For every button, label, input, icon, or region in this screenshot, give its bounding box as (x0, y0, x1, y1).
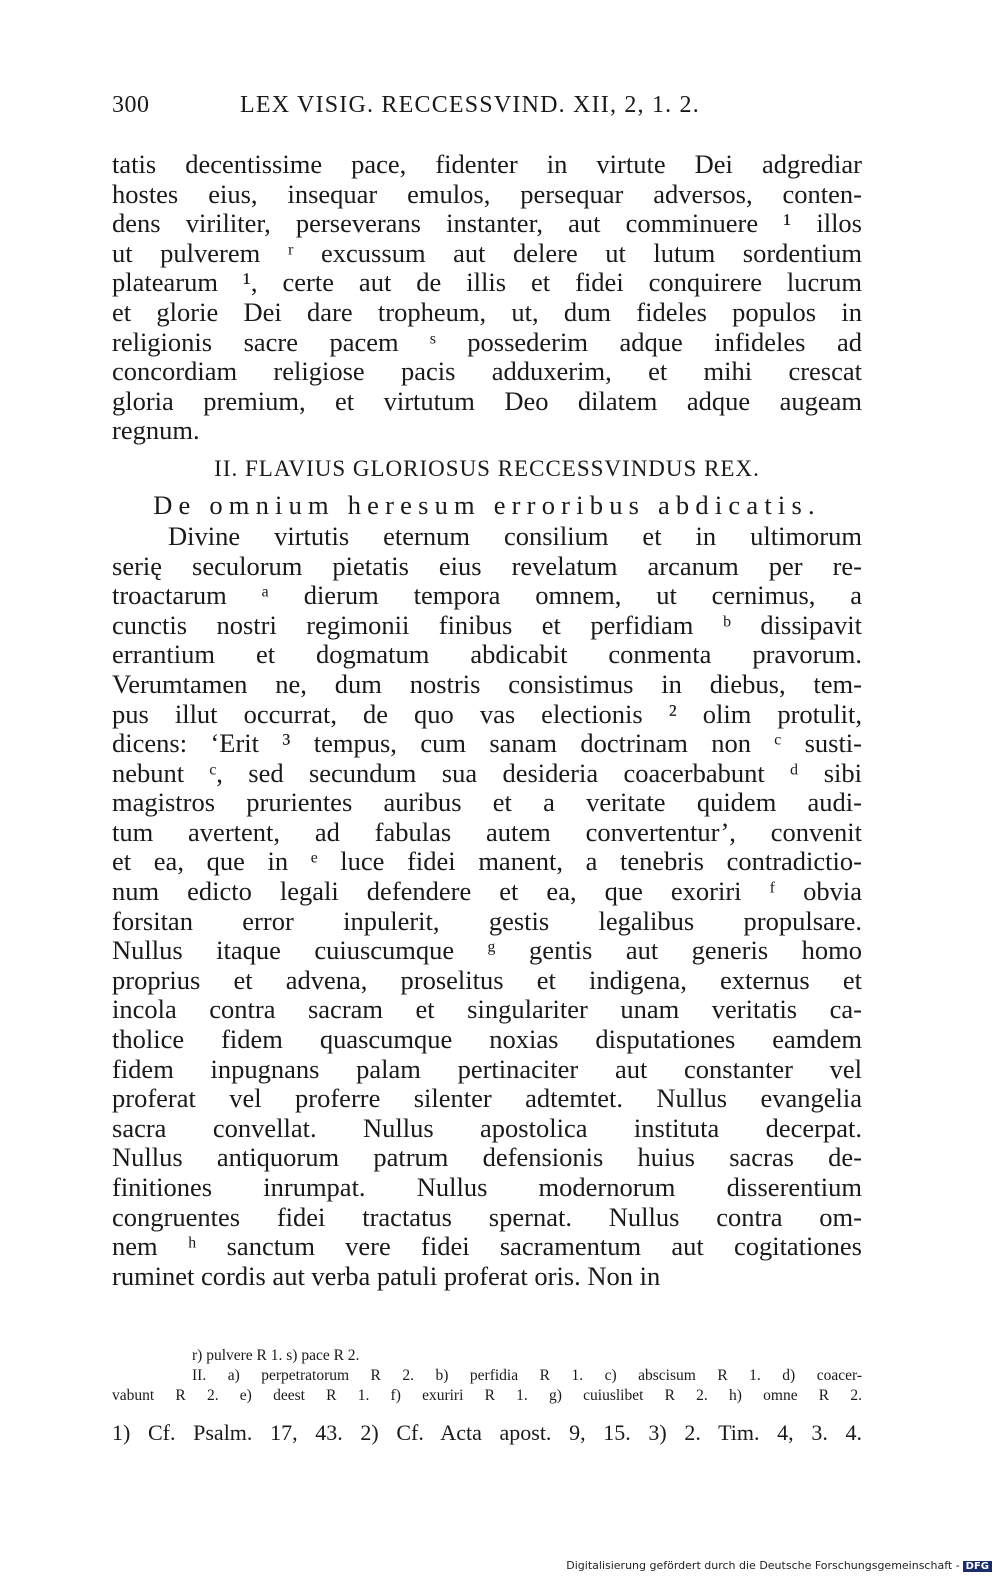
text-line: errantium et dogmatum abdicabit conmenta pravorum. (112, 639, 862, 670)
text-line: cunctis nostri regimonii finibus et perfidiam ᵇ dissipavit (112, 609, 862, 640)
text-line: religionis sacre pacem ˢ possederim adque infideles ad (112, 326, 862, 357)
text-line: forsitan error inpulerit, gestis legalibus propulsare. (112, 905, 862, 936)
page-number: 300 (112, 92, 150, 118)
text-line: et ea, que in ᵉ luce fidei manent, a tenebris contradictio- (112, 846, 862, 877)
text-line: Verumtamen ne, dum nostris consistimus in diebus, tem- (112, 668, 862, 699)
text-line: Divine virtutis eternum consilium et in ultimorum (168, 520, 862, 551)
source-notes: 1) Cf. Psalm. 17, 43. 2) Cf. Acta apost. 9, 15. 3) 2. Tim. 4, 3. 4. (112, 1420, 862, 1445)
law-paragraph (112, 522, 862, 1291)
dfg-logo: DFG (963, 1561, 992, 1572)
law-title: De omnium heresum erroribus abdicatis. (153, 489, 821, 520)
text-line: dens viriliter, perseverans instanter, aut comminuere ¹ illos (112, 208, 862, 239)
text-line: fidem inpugnans palam pertinaciter aut constanter vel (112, 1053, 862, 1084)
text-line: Nullus itaque cuiuscumque ᵍ gentis aut generis homo (112, 935, 862, 966)
text-line: finitiones inrumpat. Nullus modernorum disserentium (112, 1172, 862, 1202)
law-rubric: II. FLAVIUS GLORIOSUS RECCESSVINDUS REX. (214, 455, 760, 481)
text-line: tholice fidem quascumque noxias disputationes eamdem (112, 1024, 862, 1055)
text-line: serię seculorum pietatis eius revelatum arcanum per re- (112, 550, 862, 581)
text-line: nem ʰ sanctum vere fidei sacramentum aut cogitationes (112, 1231, 862, 1262)
text-line: regnum. (112, 415, 200, 446)
credit-text: Digitalisierung gefördert durch die Deutsche Forschungsgemeinschaft - (566, 1559, 960, 1572)
apparatus-line: r) pulvere R 1. s) pace R 2. (192, 1347, 360, 1364)
text-line: proprius et advena, proselitus et indigena, externus et (112, 964, 862, 995)
running-header (112, 92, 872, 126)
text-line: nebunt ᶜ, sed secundum sua desideria coacerbabunt ᵈ sibi (112, 757, 862, 788)
text-line: incola contra sacram et singulariter unam veritatis ca- (112, 994, 862, 1025)
text-line: tatis decentissime pace, fidenter in virtute Dei adgrediar (112, 149, 862, 179)
critical-apparatus (112, 1346, 862, 1406)
text-line: sacra convellat. Nullus apostolica instituta decerpat. (112, 1112, 862, 1143)
paragraph-continuation (112, 150, 862, 446)
text-line: troactarum ᵃ dierum tempora omnem, ut cernimus, a (112, 580, 862, 611)
text-line: congruentes fidei tractatus spernat. Nullus contra om- (112, 1201, 862, 1232)
digitization-credit (566, 1559, 992, 1572)
text-line: dicens: ‘Erit ³ tempus, cum sanam doctrinam non ᶜ susti- (112, 728, 862, 759)
main-text (112, 150, 862, 1291)
text-line: gloria premium, et virtutum Deo dilatem adque augeam (112, 385, 862, 416)
text-line: ruminet cordis aut verba patuli proferat oris. Non in (112, 1260, 661, 1291)
text-line: Nullus antiquorum patrum defensionis huius sacras de- (112, 1142, 862, 1173)
text-line: ut pulverem ʳ excussum aut delere ut lutum sordentium (112, 237, 862, 268)
text-line: platearum ¹, certe aut de illis et fidei conquirere lucrum (112, 267, 862, 298)
text-line: concordiam religiose pacis adduxerim, et mihi crescat (112, 356, 862, 387)
text-line: magistros prurientes auribus et a veritate quidem audi- (112, 787, 862, 818)
apparatus-line: II. a) perpetratorum R 2. b) perfidia R 1. c) abscisum R 1. d) coacer- (192, 1367, 862, 1384)
running-title: LEX VISIG. RECCESSVIND. XII, 2, 1. 2. (240, 92, 700, 118)
text-line: hostes eius, insequar emulos, persequar adversos, conten- (112, 178, 862, 209)
text-line: et glorie Dei dare tropheum, ut, dum fideles populos in (112, 296, 862, 327)
text-line: proferat vel proferre silenter adtemtet. Nullus evangelia (112, 1083, 862, 1114)
apparatus-line: vabunt R 2. e) deest R 1. f) exuriri R 1. g) cuiuslibet R 2. h) omne R 2. (112, 1387, 862, 1404)
text-line: pus illut occurrat, de quo vas electionis ² olim protulit, (112, 698, 862, 729)
text-line: num edicto legali defendere et ea, que exoriri ᶠ obvia (112, 876, 862, 907)
text-line: tum avertent, ad fabulas autem convertentur’, convenit (112, 816, 862, 847)
